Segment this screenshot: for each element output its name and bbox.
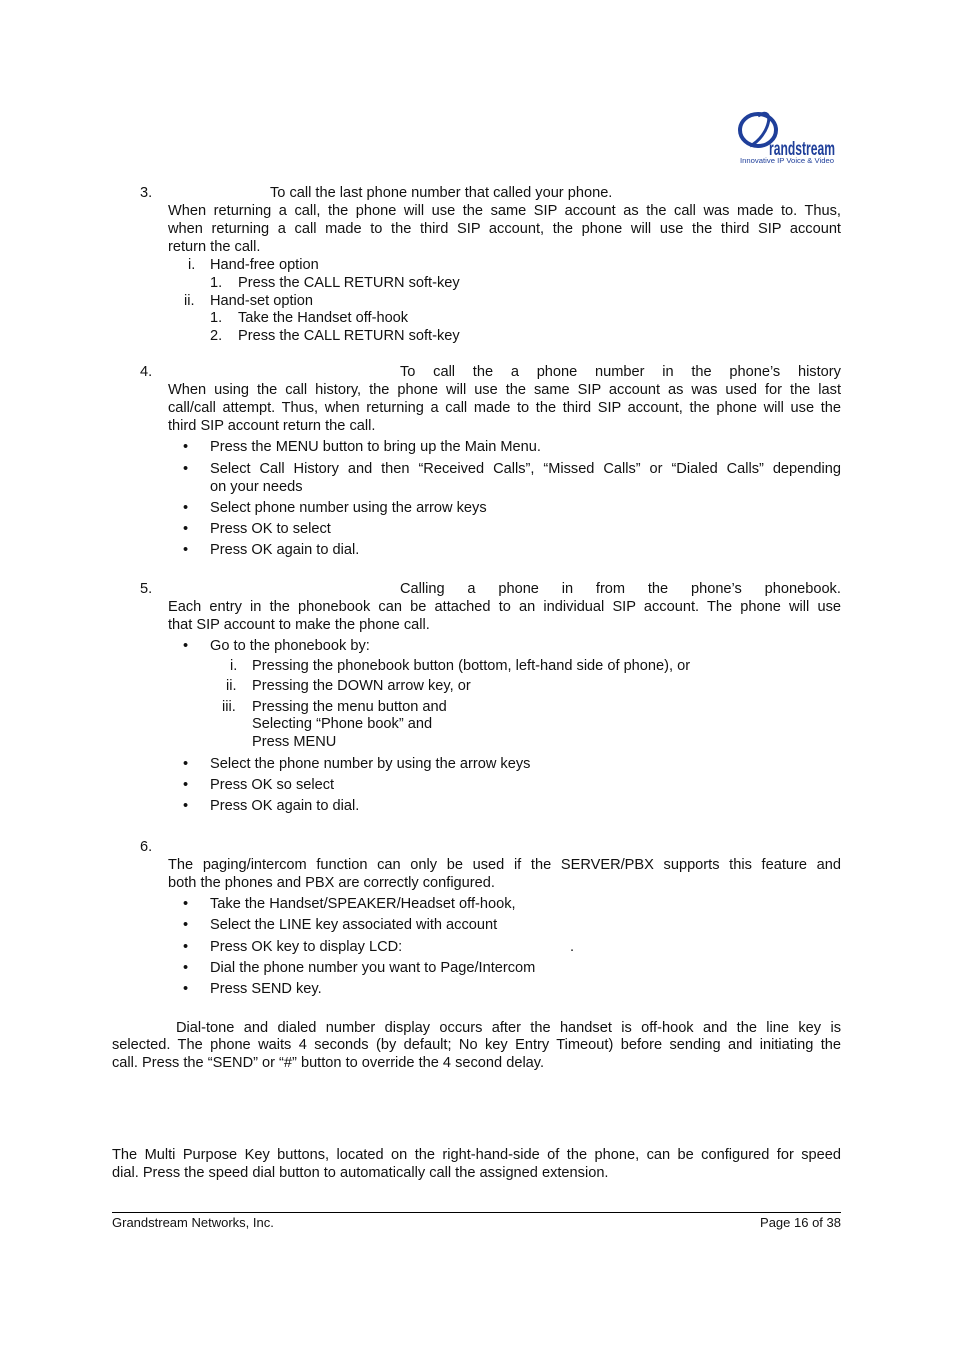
sub-text: Press MENU xyxy=(252,734,337,750)
section-6-number: 6. xyxy=(140,839,153,855)
bullet-dot: • xyxy=(183,939,189,955)
bullet-text: Press the MENU button to bring up the Main Menu. xyxy=(210,439,541,455)
lead-word: the xyxy=(647,581,669,597)
section-5-number: 5. xyxy=(140,581,153,597)
option-marker: ii. xyxy=(184,293,195,309)
section-4-body-line: call/call attempt. Thus, when returning a call made to the third SIP account, the phone will use the xyxy=(168,400,841,416)
option-label: Hand-free option xyxy=(210,257,319,273)
sub-text: Pressing the menu button and xyxy=(252,699,447,715)
section-5-lead xyxy=(400,580,841,598)
step-text: Press the CALL RETURN soft-key xyxy=(238,328,460,344)
bullet-text: Select the phone number by using the arrow keys xyxy=(210,756,531,772)
section-3-body-line: return the call. xyxy=(168,239,261,255)
sub-marker: iii. xyxy=(222,699,236,715)
sub-marker: i. xyxy=(230,658,238,674)
bullet-dot: • xyxy=(183,960,189,976)
bullet-dot: • xyxy=(183,439,189,455)
bullet-text: Select Call History and then “Received Calls”, “Missed Calls” or “Dialed Calls” depending xyxy=(210,461,841,477)
note-line: call. Press the “SEND” or “#” button to override the 4 second delay. xyxy=(112,1055,545,1071)
section-4-body-line: When using the call history, the phone will use the same SIP account as was used for the last xyxy=(168,382,841,398)
bullet-dot: • xyxy=(183,756,189,772)
step-marker: 2. xyxy=(210,328,223,344)
step-marker: 1. xyxy=(210,275,223,291)
bullet-dot: • xyxy=(183,500,189,516)
lead-word: in xyxy=(561,581,574,597)
bullet-text: Press OK again to dial. xyxy=(210,798,360,814)
lead-word: a xyxy=(510,364,519,380)
grandstream-logo xyxy=(736,106,840,166)
section-3-body-line: When returning a call, the phone will use the same SIP account as the call was made to. Thus, xyxy=(168,203,841,219)
lcd-period: . xyxy=(570,939,575,955)
lead-word: phone xyxy=(498,581,539,597)
section-6-body-line: both the phones and PBX are correctly configured. xyxy=(168,875,495,891)
bullet-dot: • xyxy=(183,638,189,654)
bullet-text: Press SEND key. xyxy=(210,981,322,997)
section-4-body-line: third SIP account return the call. xyxy=(168,418,376,434)
bullet-text: on your needs xyxy=(210,479,303,495)
lead-word: phone’s xyxy=(690,581,742,597)
step-text: Press the CALL RETURN soft-key xyxy=(238,275,460,291)
option-label: Hand-set option xyxy=(210,293,314,309)
lead-word: in xyxy=(662,364,674,380)
bullet-dot: • xyxy=(183,981,189,997)
section-3-lead: To call the last phone number that called your phone. xyxy=(270,185,613,201)
sub-text: Selecting “Phone book” and xyxy=(252,716,433,732)
note-line: Dial-tone and dialed number display occurs after the handset is off-hook and the line key is xyxy=(176,1020,841,1036)
note-line: selected. The phone waits 4 seconds (by default; No key Entry Timeout) before sending and initiating the xyxy=(112,1037,841,1053)
bullet-dot: • xyxy=(183,521,189,537)
section-3-body-line: when returning a call made to the third SIP account, the phone will use the third SIP account xyxy=(168,221,841,237)
bullet-text: Press OK again to dial. xyxy=(210,542,360,558)
step-marker: 1. xyxy=(210,310,223,326)
footer-company: Grandstream Networks, Inc. xyxy=(112,1215,274,1230)
bullet-text: Press OK to select xyxy=(210,521,331,537)
lead-word: the xyxy=(691,364,712,380)
section-5-body-line: that SIP account to make the phone call. xyxy=(168,617,430,633)
lead-word: phone’s xyxy=(729,364,781,380)
bullet-dot: • xyxy=(183,896,189,912)
lead-word: the xyxy=(472,364,494,380)
lead-word: from xyxy=(595,581,626,597)
svg-text:randstream: randstream xyxy=(769,139,835,160)
lead-word: history xyxy=(797,364,841,380)
mpk-line: The Multi Purpose Key buttons, located on the right-hand-side of the phone, can be configured for speed xyxy=(112,1147,841,1163)
sub-marker: ii. xyxy=(226,678,237,694)
option-marker: i. xyxy=(188,257,196,273)
bullet-dot: • xyxy=(183,542,189,558)
footer-divider xyxy=(112,1212,841,1213)
lead-word: a xyxy=(467,581,476,597)
lead-word: number xyxy=(595,364,645,380)
sub-text: Pressing the DOWN arrow key, or xyxy=(252,678,471,694)
bullet-dot: • xyxy=(183,917,189,933)
section-4-lead xyxy=(400,363,841,381)
section-3-number: 3. xyxy=(140,185,153,201)
lead-word: Calling xyxy=(400,581,445,597)
step-text: Take the Handset off-hook xyxy=(238,310,409,326)
bullet-dot: • xyxy=(183,461,189,477)
bullet-text: Select the LINE key associated with account xyxy=(210,917,498,933)
lead-word: phone xyxy=(536,364,578,380)
mpk-line: dial. Press the speed dial button to automatically call the assigned extension. xyxy=(112,1165,609,1181)
svg-text:Innovative IP Voice & Video: Innovative IP Voice & Video xyxy=(740,158,835,165)
bullet-text: Press OK key to display LCD: xyxy=(210,939,403,955)
bullet-dot: • xyxy=(183,798,189,814)
bullet-text: Go to the phonebook by: xyxy=(210,638,370,654)
bullet-text: Take the Handset/SPEAKER/Headset off-hook, xyxy=(210,896,516,912)
section-4-number: 4. xyxy=(140,364,153,380)
lead-word: call xyxy=(433,364,456,380)
section-6-body-line: The paging/intercom function can only be used if the SERVER/PBX supports this feature and xyxy=(168,857,841,873)
sub-text: Pressing the phonebook button (bottom, left-hand side of phone), or xyxy=(252,658,691,674)
bullet-text: Press OK so select xyxy=(210,777,335,793)
bullet-text: Dial the phone number you want to Page/Intercom xyxy=(210,960,536,976)
footer-page-number: Page 16 of 38 xyxy=(760,1215,841,1230)
section-5-body-line: Each entry in the phonebook can be attached to an individual SIP account. The phone will use xyxy=(168,599,841,615)
bullet-dot: • xyxy=(183,777,189,793)
bullet-text: Select phone number using the arrow keys xyxy=(210,500,487,516)
lead-word: To xyxy=(400,364,416,380)
lead-word: phonebook. xyxy=(764,581,841,597)
